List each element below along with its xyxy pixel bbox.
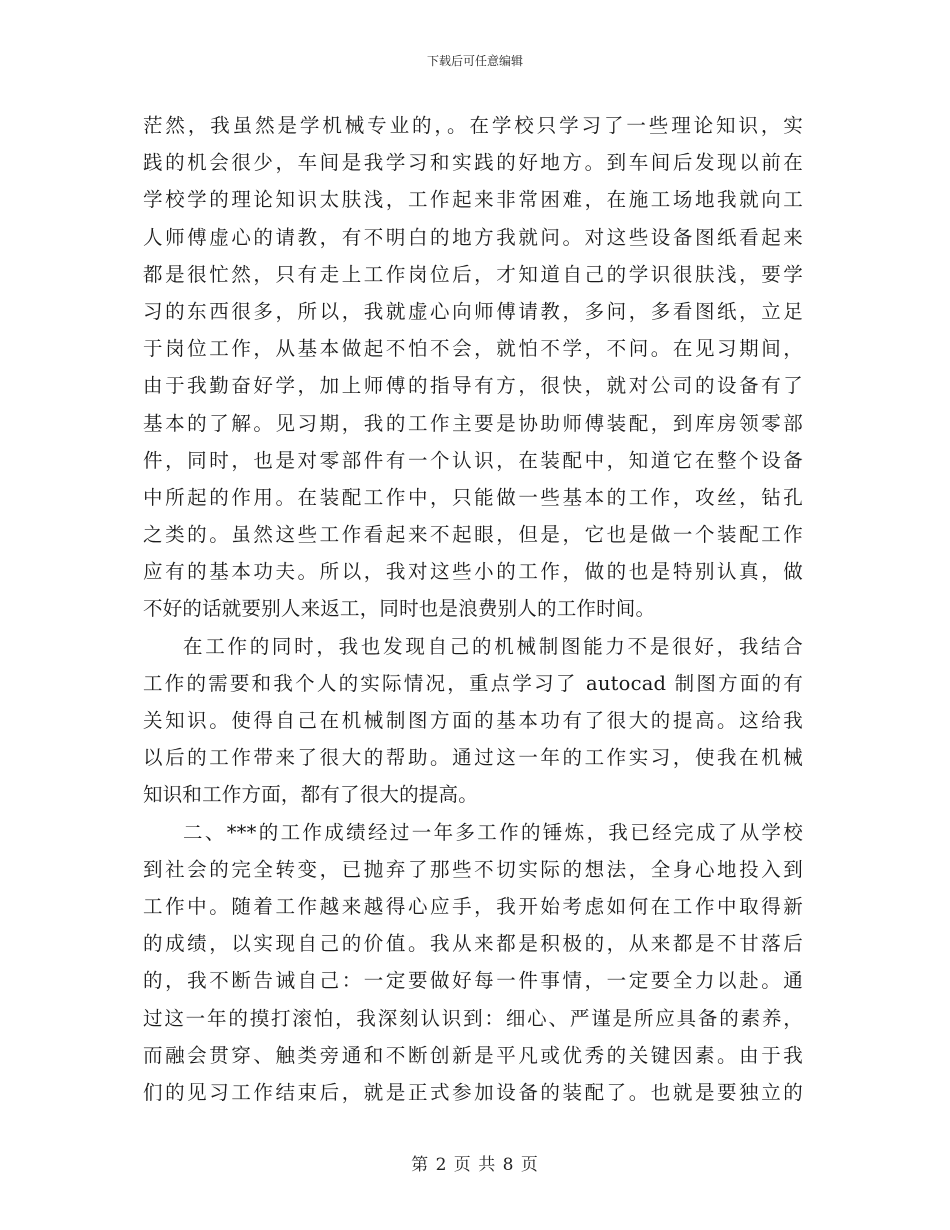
page-header: 下载后可任意编辑 — [426, 54, 523, 68]
text-line: 件，同时，也是对零部件有一个认识，在装配中，知道它在整个设备 — [143, 448, 803, 472]
text-line: 于岗位工作，从基本做起不怕不会，就怕不学，不问。在见习期间， — [143, 337, 803, 361]
text-line: 的成绩，以实现自己的价值。我从来都是积极的，从来都是不甘落后 — [143, 932, 803, 956]
document-body — [143, 107, 803, 1111]
text-line: 在工作的同时，我也发现自己的机械制图能力不是很好，我结合 — [183, 634, 803, 658]
text-line: 的，我不断告诫自己：一定要做好每一件事情，一定要全力以赴。通 — [143, 969, 803, 993]
text-line: 以后的工作带来了很大的帮助。通过这一年的工作实习，使我在机械 — [143, 746, 803, 770]
text-line: 知识和工作方面，都有了很大的提高。 — [143, 783, 478, 807]
paragraph-2 — [143, 628, 803, 814]
text-line: 都是很忙然，只有走上工作岗位后，才知道自己的学识很肤浅，要学 — [143, 262, 803, 286]
text-line: 应有的基本功夫。所以，我对这些小的工作，做的也是特别认真，做 — [143, 560, 803, 584]
text-line: 践的机会很少，车间是我学习和实践的好地方。到车间后发现以前在 — [143, 151, 803, 175]
text-line: 关知识。使得自己在机械制图方面的基本功有了很大的提高。这给我 — [143, 709, 803, 732]
text-line: 过这一年的摸打滚怕，我深刻认识到：细心、严谨是所应具备的素养， — [143, 1006, 803, 1030]
text-line: 茫然，我虽然是学机械专业的，。在学校只学习了一些理论知识，实 — [143, 114, 803, 137]
page-footer: 第 2 页 共 8 页 — [411, 1155, 539, 1175]
text-line: 不好的话就要别人来返工，同时也是浪费别人的工作时间。 — [143, 597, 656, 621]
text-line: 学校学的理论知识太肤浅，工作起来非常困难，在施工场地我就向工 — [143, 188, 803, 212]
text-line: 工作的需要和我个人的实际情况，重点学习了 autocad 制图方面的有 — [143, 671, 803, 695]
text-line: 习的东西很多，所以，我就虚心向师傅请教，多问，多看图纸，立足 — [143, 299, 803, 323]
text-line: 们的见习工作结束后，就是正式参加设备的装配了。也就是要独立的 — [143, 1080, 803, 1104]
text-line: 到社会的完全转变，已抛弃了那些不切实际的想法，全身心地投入到 — [143, 857, 803, 881]
text-line: 基本的了解。见习期，我的工作主要是协助师傅装配，到库房领零部 — [143, 411, 803, 435]
text-line: 而融会贯穿、触类旁通和不断创新是平凡或优秀的关键因素。由于我 — [143, 1043, 803, 1067]
text-line: 由于我勤奋好学，加上师傅的指导有方，很快，就对公司的设备有了 — [143, 374, 803, 398]
text-line: 之类的。虽然这些工作看起来不起眼，但是，它也是做一个装配工作 — [143, 523, 803, 547]
paragraph-1 — [143, 107, 803, 628]
text-line: 人师傅虚心的请教，有不明白的地方我就问。对这些设备图纸看起来 — [143, 225, 803, 249]
text-line: 中所起的作用。在装配工作中，只能做一些基本的工作，攻丝，钻孔 — [143, 485, 803, 509]
text-line: 工作中。随着工作越来越得心应手，我开始考虑如何在工作中取得新 — [143, 894, 803, 918]
paragraph-3 — [143, 814, 803, 1112]
text-line: 二、***的工作成绩经过一年多工作的锤炼，我已经完成了从学校 — [183, 820, 803, 844]
